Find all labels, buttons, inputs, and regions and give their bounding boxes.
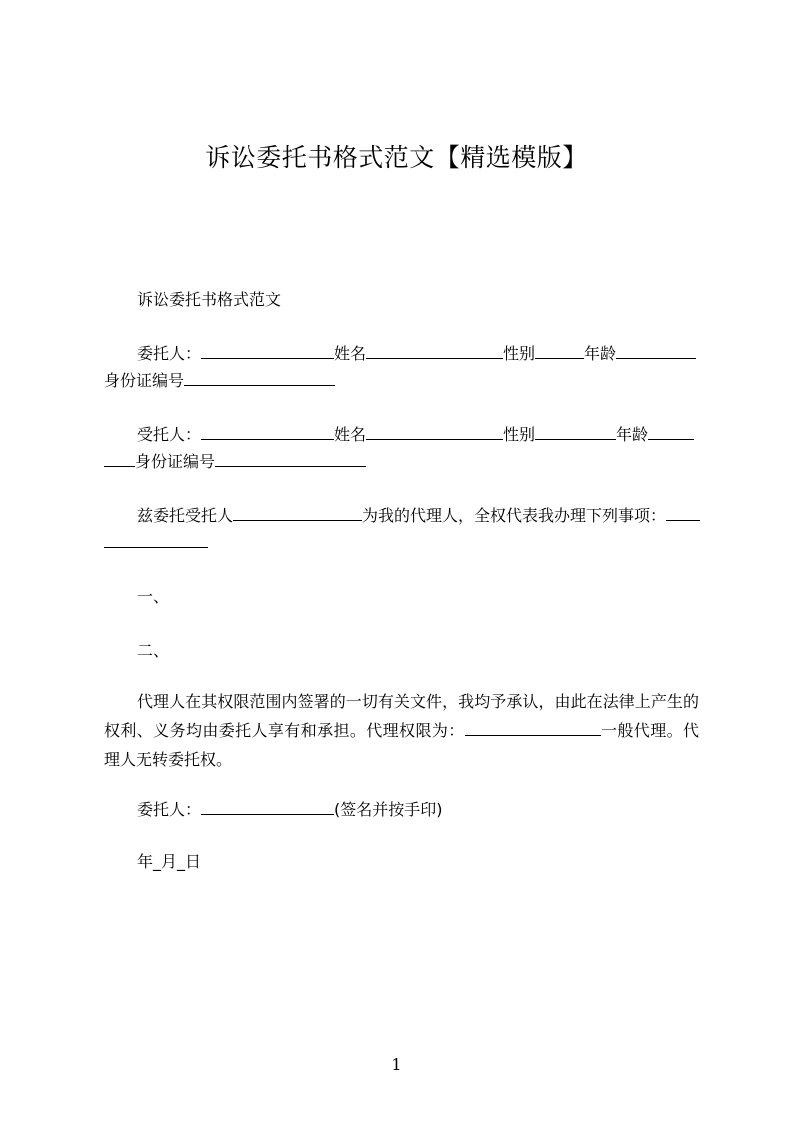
entrust-agent-blank (233, 506, 362, 521)
principal-age-blank (616, 344, 696, 359)
authority-text-before: 代理人在其权限范围内签署的一切有关文件，我均予承认，由此在法律上产生的权利、义务均由委托人享有和承担。代理权限为： (104, 692, 699, 740)
agent-label: 受托人： (137, 425, 202, 444)
entrust-suffix: 为我的代理人，全权代表我办理下列事项： (362, 506, 667, 525)
date-line: 年_月_日 (137, 852, 202, 871)
principal-line (137, 344, 696, 364)
agent-name-label: 姓名 (334, 425, 367, 444)
item-two: 二、 (137, 641, 170, 660)
agent-age-label: 年龄 (616, 425, 649, 444)
agent-name-blank (366, 425, 503, 440)
principal-id-blank (184, 371, 335, 386)
principal-label: 委托人： (137, 344, 202, 363)
item-one: 一、 (137, 587, 170, 606)
page-number: 1 (391, 1055, 402, 1074)
principal-blank (201, 344, 334, 359)
signature-line (137, 800, 443, 820)
authority-text-after: 一般代理。代理人无转委托权。 (104, 721, 699, 769)
agent-id-blank (215, 452, 366, 467)
principal-name-blank (366, 344, 503, 359)
entrust-matter-blank-2 (104, 533, 208, 548)
agent-gender-label: 性别 (503, 425, 536, 444)
signature-label: 委托人： (137, 800, 202, 819)
principal-gender-blank (535, 344, 584, 359)
entrust-continuation (104, 533, 208, 553)
subtitle: 诉讼委托书格式范文 (137, 290, 282, 309)
entrust-matter-blank (666, 506, 700, 521)
principal-id-line (104, 371, 335, 391)
document-title: 诉讼委托书格式范文【精选模版】 (205, 143, 588, 172)
principal-gender-label: 性别 (503, 344, 536, 363)
agent-age-blank (648, 425, 694, 440)
agent-id-line (104, 452, 366, 472)
principal-name-label: 姓名 (334, 344, 367, 363)
authority-paragraph (104, 687, 699, 774)
principal-id-label: 身份证编号 (104, 371, 185, 390)
entrust-prefix: 兹委托受托人 (137, 506, 234, 525)
agent-gender-blank (535, 425, 616, 440)
entrust-line (137, 506, 700, 526)
signature-blank (201, 800, 334, 815)
agent-line (137, 425, 694, 445)
authority-scope-blank (465, 721, 601, 736)
agent-id-label: 身份证编号 (135, 452, 216, 471)
principal-age-label: 年龄 (584, 344, 617, 363)
signature-note: (签名并按手印) (334, 800, 443, 819)
agent-blank (201, 425, 334, 440)
agent-id-leading-blank (104, 452, 135, 467)
